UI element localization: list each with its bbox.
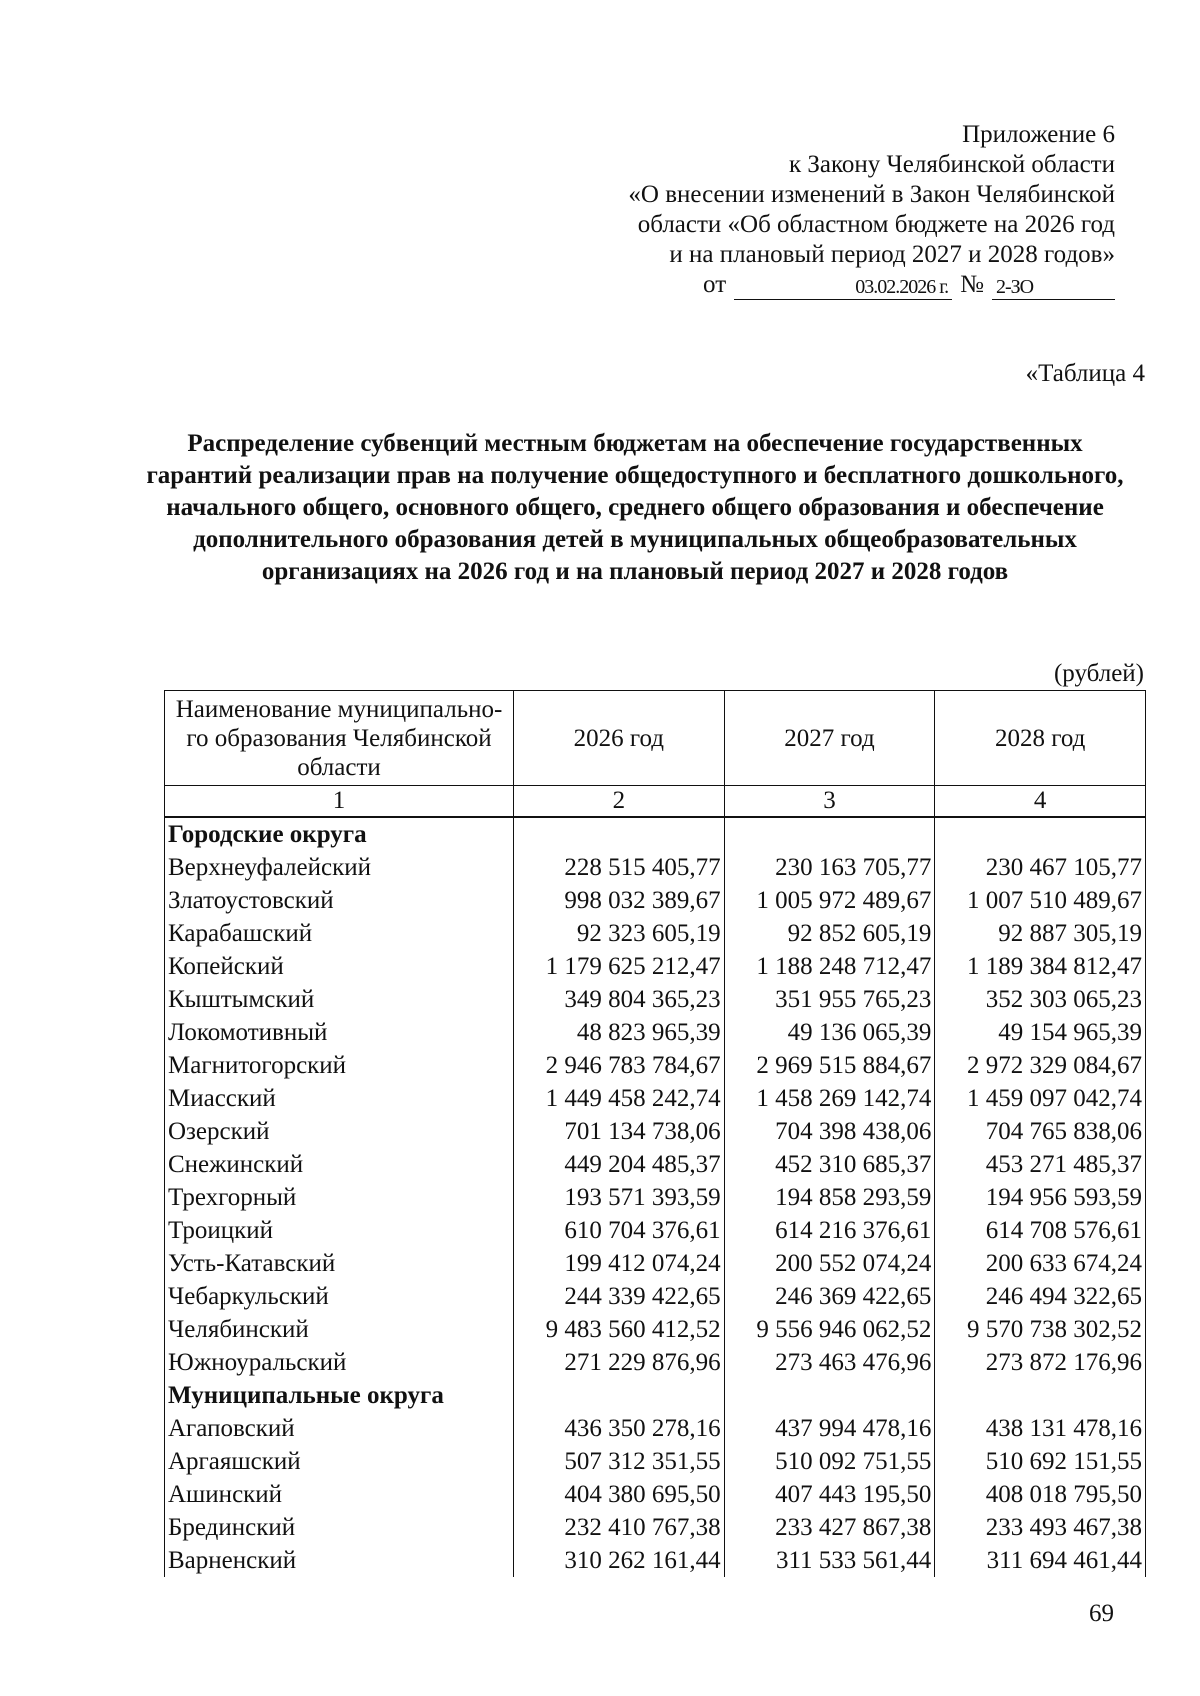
value-2027: 351 955 765,23 [724,983,935,1016]
value-2028: 194 956 593,59 [935,1181,1146,1214]
value-2026: 271 229 876,96 [514,1346,725,1379]
from-label: от [703,271,727,298]
table-row [165,1049,1146,1082]
municipality-name: Снежинский [165,1148,514,1181]
table-row [165,1412,1146,1445]
value-2027: 1 188 248 712,47 [724,950,935,983]
header-municipality: Наименование муниципально-го образования Челябинской области [165,691,514,786]
value-2026: 92 323 605,19 [514,917,725,950]
appendix-block [595,120,1115,300]
value-2026: 2 946 783 784,67 [514,1049,725,1082]
table-row [165,1082,1146,1115]
value-2028: 200 633 674,24 [935,1247,1146,1280]
value-2026: 1 179 625 212,47 [514,950,725,983]
value-2027: 510 092 751,55 [724,1445,935,1478]
municipality-name: Ашинский [165,1478,514,1511]
units-label: (рублей) [1053,660,1144,687]
table-row [165,1016,1146,1049]
table-row [165,1445,1146,1478]
value-2027: 452 310 685,37 [724,1148,935,1181]
law-date: 03.02.2026 г. [734,275,952,300]
subvention-table [164,690,1146,1577]
value-2028: 2 972 329 084,67 [935,1049,1146,1082]
municipality-name: Трехгорный [165,1181,514,1214]
value-2027 [724,1379,935,1412]
municipality-name: Копейский [165,950,514,983]
value-2026: 349 804 365,23 [514,983,725,1016]
value-2027: 233 427 867,38 [724,1511,935,1544]
value-2027: 49 136 065,39 [724,1016,935,1049]
value-2028: 246 494 322,65 [935,1280,1146,1313]
municipality-name: Миасский [165,1082,514,1115]
table-row [165,1148,1146,1181]
table-reference: «Таблица 4 [1025,360,1145,387]
value-2026: 998 032 389,67 [514,884,725,917]
header-2026: 2026 год [514,691,725,786]
value-2027: 2 969 515 884,67 [724,1049,935,1082]
value-2026 [514,1379,725,1412]
table-row [165,983,1146,1016]
table-row [165,1214,1146,1247]
value-2028: 49 154 965,39 [935,1016,1146,1049]
table-row [165,1280,1146,1313]
document-title: Распределение субвенций местным бюджетам на обеспечение государственных гарантий реализации прав на получение общедоступного и бесплатного дошкольного, начального общего, основного общего, среднего общего образования и обеспечение дополнительного образования детей в муниципальных общеобразовательных организациях на 2026 год и на плановый период 2027 и 2028 годов [146,430,1124,585]
table-row [165,950,1146,983]
value-2027: 9 556 946 062,52 [724,1313,935,1346]
municipality-name: Троицкий [165,1214,514,1247]
value-2027: 407 443 195,50 [724,1478,935,1511]
table-row [165,884,1146,917]
column-number-row [165,786,1146,818]
appendix-line-4: области «Об областном бюджете на 2026 год [637,211,1115,238]
table-row [165,1247,1146,1280]
value-2028: 230 467 105,77 [935,851,1146,884]
appendix-line-2: к Закону Челябинской области [789,151,1115,178]
municipality-name: Усть-Катавский [165,1247,514,1280]
value-2028: 408 018 795,50 [935,1478,1146,1511]
value-2026: 199 412 074,24 [514,1247,725,1280]
value-2028: 614 708 576,61 [935,1214,1146,1247]
value-2027: 246 369 422,65 [724,1280,935,1313]
municipality-name: Магнитогорский [165,1049,514,1082]
value-2027: 1 005 972 489,67 [724,884,935,917]
value-2028: 9 570 738 302,52 [935,1313,1146,1346]
table-row [165,1115,1146,1148]
column-number-3: 3 [724,786,935,818]
table-row [165,1181,1146,1214]
value-2027: 1 458 269 142,74 [724,1082,935,1115]
value-2027: 437 994 478,16 [724,1412,935,1445]
municipality-name: Озерский [165,1115,514,1148]
value-2026: 193 571 393,59 [514,1181,725,1214]
column-number-2: 2 [514,786,725,818]
page-number: 69 [1089,1600,1114,1627]
value-2028 [935,817,1146,851]
municipality-name: Муниципальные округа [165,1379,514,1412]
value-2027 [724,817,935,851]
municipality-name: Городские округа [165,817,514,851]
municipality-name: Златоустовский [165,884,514,917]
municipality-name: Верхнеуфалейский [165,851,514,884]
value-2028: 352 303 065,23 [935,983,1146,1016]
value-2026: 436 350 278,16 [514,1412,725,1445]
signature-line [595,270,1115,300]
value-2028: 273 872 176,96 [935,1346,1146,1379]
appendix-line-3: «О внесении изменений в Закон Челябинской [628,181,1115,208]
value-2028: 438 131 478,16 [935,1412,1146,1445]
table-row [165,1544,1146,1577]
appendix-line-1: Приложение 6 [962,121,1115,148]
value-2026: 9 483 560 412,52 [514,1313,725,1346]
value-2026 [514,817,725,851]
municipality-name: Локомотивный [165,1016,514,1049]
value-2027: 311 533 561,44 [724,1544,935,1577]
value-2027: 200 552 074,24 [724,1247,935,1280]
value-2026: 1 449 458 242,74 [514,1082,725,1115]
value-2028: 704 765 838,06 [935,1115,1146,1148]
law-number: 2-ЗО [992,275,1115,300]
municipality-name: Брединский [165,1511,514,1544]
value-2028: 453 271 485,37 [935,1148,1146,1181]
value-2026: 48 823 965,39 [514,1016,725,1049]
value-2026: 310 262 161,44 [514,1544,725,1577]
value-2027: 704 398 438,06 [724,1115,935,1148]
value-2027: 92 852 605,19 [724,917,935,950]
value-2026: 232 410 767,38 [514,1511,725,1544]
value-2028: 1 459 097 042,74 [935,1082,1146,1115]
value-2028 [935,1379,1146,1412]
municipality-name: Челябинский [165,1313,514,1346]
value-2027: 614 216 376,61 [724,1214,935,1247]
section-header-row [165,1379,1146,1412]
table-row [165,917,1146,950]
value-2027: 194 858 293,59 [724,1181,935,1214]
value-2028: 233 493 467,38 [935,1511,1146,1544]
municipality-name: Южноуральский [165,1346,514,1379]
municipality-name: Карабашский [165,917,514,950]
value-2026: 610 704 376,61 [514,1214,725,1247]
section-header-row [165,817,1146,851]
municipality-name: Агаповский [165,1412,514,1445]
table-row [165,1346,1146,1379]
value-2026: 701 134 738,06 [514,1115,725,1148]
municipality-name: Чебаркульский [165,1280,514,1313]
value-2026: 244 339 422,65 [514,1280,725,1313]
municipality-name: Варненский [165,1544,514,1577]
value-2028: 1 007 510 489,67 [935,884,1146,917]
value-2027: 230 163 705,77 [724,851,935,884]
value-2028: 510 692 151,55 [935,1445,1146,1478]
value-2026: 404 380 695,50 [514,1478,725,1511]
value-2026: 507 312 351,55 [514,1445,725,1478]
value-2028: 311 694 461,44 [935,1544,1146,1577]
header-2028: 2028 год [935,691,1146,786]
value-2026: 449 204 485,37 [514,1148,725,1181]
column-number-4: 4 [935,786,1146,818]
value-2026: 228 515 405,77 [514,851,725,884]
table-row [165,851,1146,884]
table-row [165,1478,1146,1511]
municipality-name: Кыштымский [165,983,514,1016]
municipality-name: Аргаяшский [165,1445,514,1478]
value-2028: 92 887 305,19 [935,917,1146,950]
value-2027: 273 463 476,96 [724,1346,935,1379]
appendix-line-5: и на плановый период 2027 и 2028 годов» [669,241,1115,268]
table-row [165,1313,1146,1346]
table-body [165,817,1146,1577]
column-number-1: 1 [165,786,514,818]
header-row [165,691,1146,786]
table-row [165,1511,1146,1544]
value-2028: 1 189 384 812,47 [935,950,1146,983]
header-2027: 2027 год [724,691,935,786]
number-label: № [960,271,984,298]
